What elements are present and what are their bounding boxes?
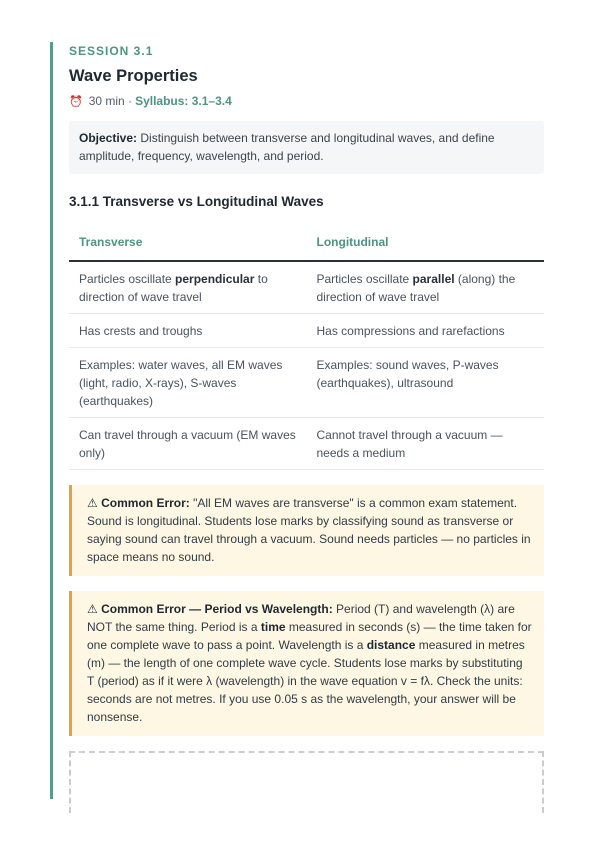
table-cell: Has crests and troughs [69, 314, 307, 348]
table-cell [69, 261, 307, 314]
objective-box [69, 121, 544, 174]
cell-emphasis: perpendicular [175, 272, 255, 286]
callout-emphasis: distance [366, 638, 416, 652]
cell-emphasis: parallel [412, 272, 455, 286]
table-cell: Examples: water waves, all EM waves (light, radio, X-rays), S-waves (earthquakes) [69, 348, 307, 418]
period-wavelength-callout [69, 591, 544, 736]
table-cell: Cannot travel through a vacuum — needs a medium [307, 418, 545, 470]
session-meta [69, 93, 544, 109]
comparison-table [69, 228, 544, 470]
common-error-callout [69, 485, 544, 576]
warning-icon: ⚠ [87, 602, 98, 616]
duration: 30 min · [88, 94, 133, 108]
callout-text: measured in metres (m) — the length of one complete wave cycle. Students lose marks by substituting T (period) as if it were λ (wavelength) in the wave equation v = fλ. Check the units: seconds are not metres. If you use 0.05 s as the wavelength, your answer will be nonsense. [87, 638, 525, 724]
table-cell: Examples: sound waves, P-waves (earthquakes), ultrasound [307, 348, 545, 418]
table-cell: Can travel through a vacuum (EM waves only) [69, 418, 307, 470]
cell-text: (along) the direction of wave travel [316, 272, 516, 304]
page-title: Wave Properties [69, 67, 198, 85]
table-row [69, 261, 544, 314]
alarm-clock-icon: ⏰ [69, 95, 83, 108]
accent-rail [50, 42, 53, 799]
table-header-row [69, 228, 544, 261]
cell-text: Particles oscillate [79, 272, 176, 286]
column-header-transverse: Transverse [69, 228, 307, 261]
callout-text: "All EM waves are transverse" is a common exam statement. Sound is longitudinal. Students lose marks by classifying sound as transverse or saying sound can travel through a vacuum. Sound needs particles — no particles in space means no sound. [87, 496, 531, 564]
session-content [69, 42, 544, 813]
callout-title: Common Error: [101, 496, 190, 510]
cell-text: to direction of wave travel [79, 272, 268, 304]
column-header-longitudinal: Longitudinal [307, 228, 545, 261]
section-heading: 3.1.1 Transverse vs Longitudinal Waves [69, 194, 324, 209]
table-row [69, 418, 544, 470]
table-cell [307, 261, 545, 314]
table-row [69, 348, 544, 418]
objective-text: Distinguish between transverse and longitudinal waves, and define amplitude, frequency, wavelength, and period. [79, 131, 495, 163]
dashed-placeholder-box [69, 751, 544, 813]
session-label: SESSION 3.1 [69, 44, 154, 58]
syllabus-link[interactable]: Syllabus: 3.1–3.4 [135, 94, 232, 108]
callout-text: measured in seconds (s) — the time taken for one complete wave to pass a point. Wavelength is a [87, 620, 532, 652]
table-row [69, 314, 544, 348]
callout-text: Period (T) and wavelength (λ) are NOT the same thing. Period is a [87, 602, 515, 634]
callout-emphasis: time [260, 620, 286, 634]
callout-title: Common Error — Period vs Wavelength: [101, 602, 333, 616]
table-cell: Has compressions and rarefactions [307, 314, 545, 348]
objective-label: Objective: [79, 131, 138, 145]
warning-icon: ⚠ [87, 496, 98, 510]
cell-text: Particles oscillate [316, 272, 413, 286]
